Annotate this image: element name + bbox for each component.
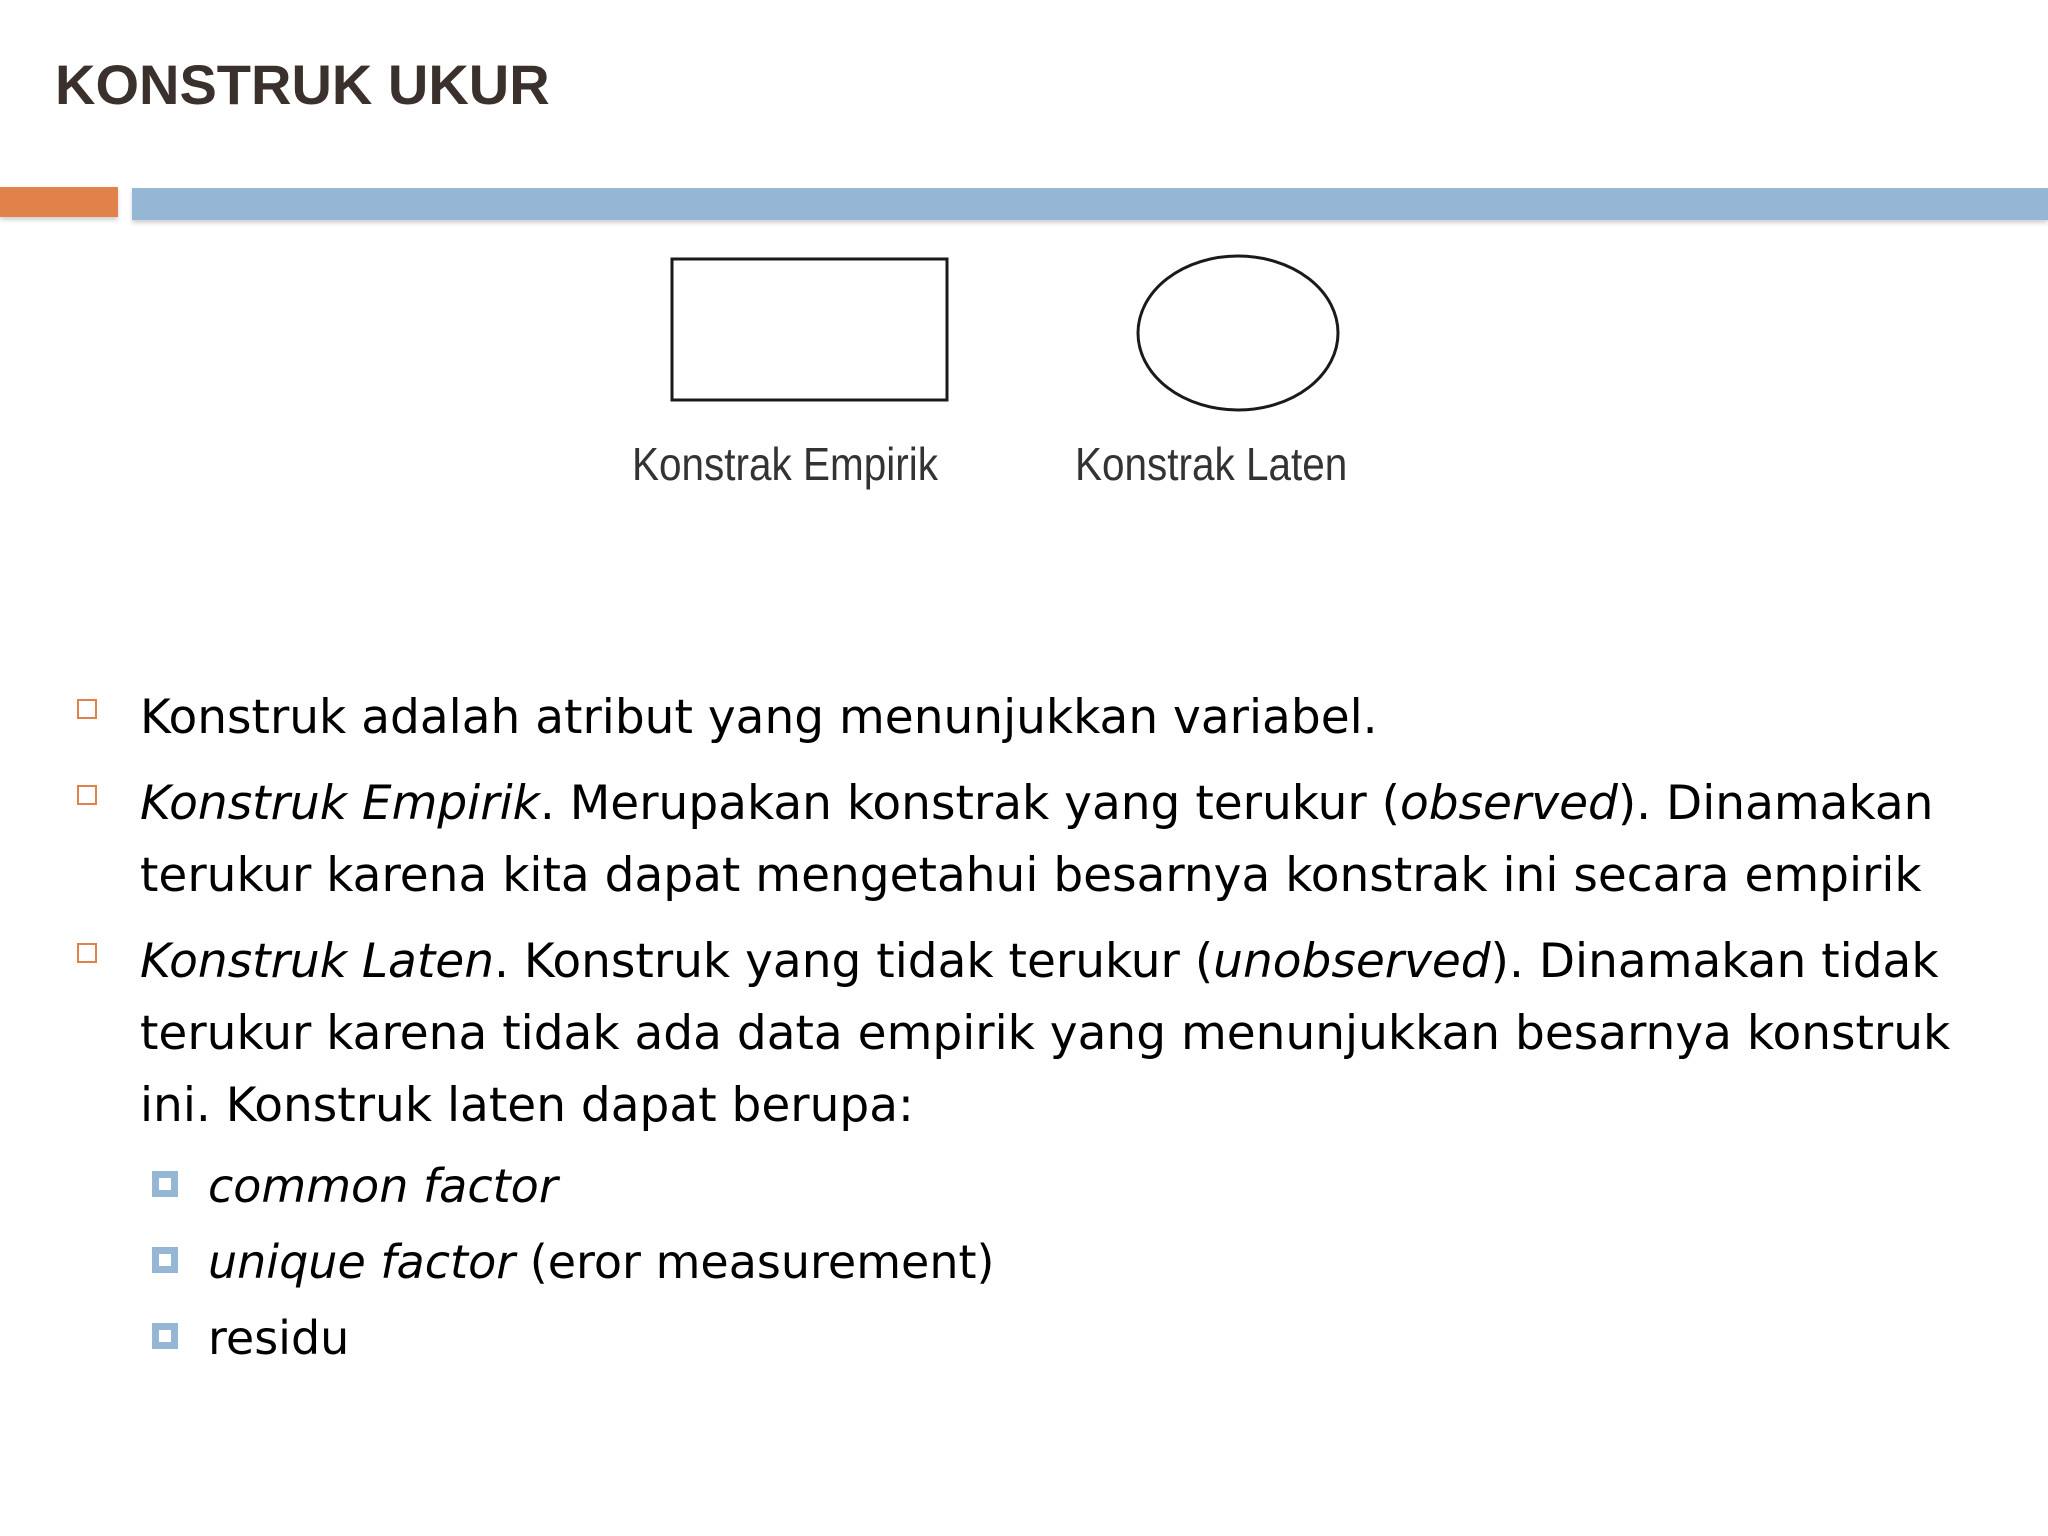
construct-figure: [620, 245, 1400, 515]
bullet-text: ). Dinamakan terukur karena kita dapat mengetahui besarnya konstrak ini secara empirik: [140, 776, 1934, 903]
bullet-item-empirik: [70, 768, 1990, 912]
sub-bullet-residu: [140, 1300, 1990, 1376]
square-sub-bullet-icon: [152, 1247, 178, 1273]
square-sub-bullet-icon: [152, 1171, 178, 1197]
empirik-rectangle: [672, 259, 947, 400]
bullet-text: . Merupakan konstrak yang terukur (: [539, 776, 1400, 831]
bullet-term: Konstruk Laten: [140, 934, 494, 989]
bullet-item-definition: [70, 682, 1990, 754]
square-bullet-icon: [77, 785, 97, 805]
sub-bullet-italic: common factor: [208, 1159, 558, 1213]
construct-shapes: [620, 245, 1400, 435]
bullet-text: ). Dinamakan tidak terukur karena tidak ada data empirik yang menunjukkan besarnya konstruk ini. Konstruk laten dapat berupa:: [140, 934, 1951, 1133]
empirik-label: Konstrak Empirik: [632, 438, 938, 490]
sub-bullet-unique-factor: [140, 1224, 1990, 1300]
accent-bar-orange: [0, 187, 118, 217]
square-bullet-icon: [77, 943, 97, 963]
bullet-text: Konstruk adalah atribut yang menunjukkan variabel.: [140, 690, 1378, 745]
bullet-list: [70, 682, 1990, 1390]
bullet-italic-term: observed: [1399, 776, 1618, 831]
sub-bullet-text: (eror measurement): [515, 1235, 995, 1289]
bullet-item-laten: [70, 926, 1990, 1376]
accent-bar-blue: [132, 188, 2048, 220]
sub-bullet-list: [140, 1148, 1990, 1376]
laten-label: Konstrak Laten: [1075, 438, 1348, 490]
laten-ellipse: [1138, 256, 1338, 410]
sub-bullet-italic: unique factor: [208, 1235, 516, 1289]
bullet-term: Konstruk Empirik: [140, 776, 540, 831]
sub-bullet-text: residu: [208, 1311, 350, 1365]
bullet-italic-term: unobserved: [1213, 934, 1491, 989]
slide-title: KONSTRUK UKUR: [55, 53, 550, 116]
sub-bullet-common-factor: [140, 1148, 1990, 1224]
square-bullet-icon: [77, 699, 97, 719]
square-sub-bullet-icon: [152, 1323, 178, 1349]
bullet-text: . Konstruk yang tidak terukur (: [494, 934, 1214, 989]
